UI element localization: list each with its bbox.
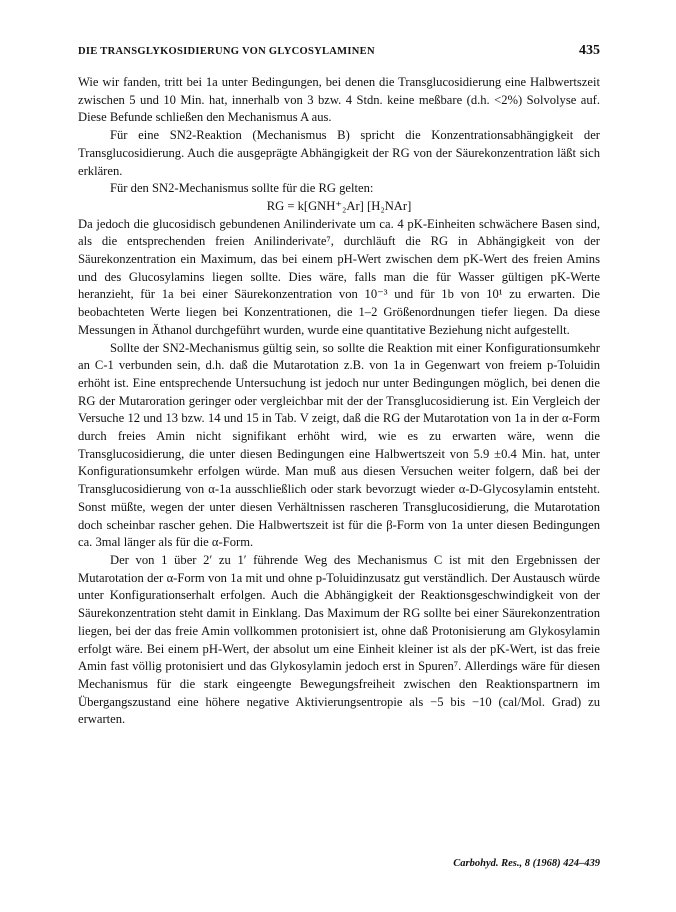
paragraph-6: Der von 1 über 2′ zu 1′ führende Weg des Mechanismus C ist mit den Ergebnissen der Mutarotation der α-Form von 1a mit und ohne p-Toluidinzusatz gut verständlich. Der Austausch würde unter Konfigurationserhalt erfolgen. Auch die Abhängigkeit der Reaktionsgeschwindigkeit von der Säurekonzentration steht damit in Einklang. Das Maximum der RG sollte bei einer Säurekonzentration liegen, bei der das freie Amin vollkommen protonisiert ist, ohne daß Protonisierung am Glykosylamin erfolgt wäre. Bei einem pH-Wert, der absolut um eine Einheit kleiner ist als der pK-Wert, ist das freie Amin fast völlig protonisiert und das Glykosylamin jedoch erst in Spuren⁷. Allerdings wäre für diesen Mechanismus für die stark eingeengte Bewegungsfreiheit zwischen den Reaktionspartnern im Übergangszustand eine höhere negative Aktivierungsentropie als −5 bis −10 (cal/Mol. Grad) zu erwarten. [78, 552, 600, 727]
journal-citation-footer: Carbohyd. Res., 8 (1968) 424–439 [453, 858, 600, 869]
running-head-title: DIE TRANSGLYKOSIDIERUNG VON GLYCOSYLAMINEN [78, 46, 375, 57]
paragraph-3: Für den SN2-Mechanismus sollte für die RG gelten: [110, 181, 374, 196]
rate-equation: RG = k[GNH⁺₂Ar] [H₂NAr] [266, 198, 412, 213]
body-text [78, 74, 600, 729]
running-head [78, 43, 600, 61]
paragraph-2: Für eine SN2-Reaktion (Mechanismus B) spricht die Konzentrationsabhängigkeit der Transglucosidierung. Auch die ausgeprägte Abhängigkeit der RG von der Säurekonzentration läßt sich erklären. [78, 128, 600, 178]
paragraph-5: Sollte der SN2-Mechanismus gültig sein, so sollte die Reaktion mit einer Konfigurationsumkehr an C-1 verbunden sein, d.h. daß die Mutarotation z.B. von 1a in Gegenwart von freiem p-Toluidin erhöht ist. Eine entsprechende Untersuchung ist jedoch nur unter Bedingungen möglich, bei denen die RG der Mutaroration geringer oder vergleichbar mit der der Transglucosidierung ist. Ein Vergleich der Versuche 12 und 13 bzw. 14 und 15 in Tab. V zeigt, daß die RG der Mutarotation von 1a in der α-Form durch freies Amin nicht signifikant erhöht wird, wie es zu erwarten wäre, wenn die Transglucosidierung, die unter diesen Bedingungen eine Halbwertszeit von 5.9 ±0.4 Min. hat, unter Konfigurationsumkehr erfolgen würde. Man muß aus diesen Versuchen weiter folgern, daß bei der Transglucosidierung von α-1a ausschließlich oder stark bevorzugt wieder α-D-Glycosylamin entsteht. Sonst müßte, wegen der unter diesen Verhältnissen rascheren Transglucosidierung, die Mutarotation doch scheinbar rascher gehen. Die Halbwertszeit ist für die β-Form von 1a unter diesen Bedingungen ca. 3mal länger als für die α-Form. [78, 340, 600, 550]
page-number: 435 [579, 43, 600, 58]
paragraph-1: Wie wir fanden, tritt bei 1a unter Bedingungen, bei denen die Transglucosidierung eine Halbwertszeit zwischen 5 und 10 Min. hat, innerhalb von 3 bzw. 4 Stdn. keine meßbare (d.h. <2%) Solvolyse auf. Diese Befunde schließen den Mechanismus A aus. [78, 75, 600, 125]
paragraph-4: Da jedoch die glucosidisch gebundenen Anilinderivate um ca. 4 pK-Einheiten schwächere Basen sind, als die entsprechenden freien Anilinderivate⁷, durchläuft die RG in Abhängigkeit von der Säurekonzentration ein Maximum, das bei einem pH-Wert zwischen dem pK-Wert des freien Amins und des Glucosylamins liegen sollte. Dies wäre, falls man die für Wasser gültigen pK-Werte heranzieht, für 1a bei einer Säurekonzentration von 10⁻³ und für 1b von 10¹ zu erwarten. Die beobachteten Werte liegen bei Konzentrationen, die 1–2 Größenordnungen tiefer liegen. Da diese Messungen in Äthanol durchgeführt wurden, wurde eine quantitative Beziehung nicht aufgestellt. [78, 216, 600, 337]
